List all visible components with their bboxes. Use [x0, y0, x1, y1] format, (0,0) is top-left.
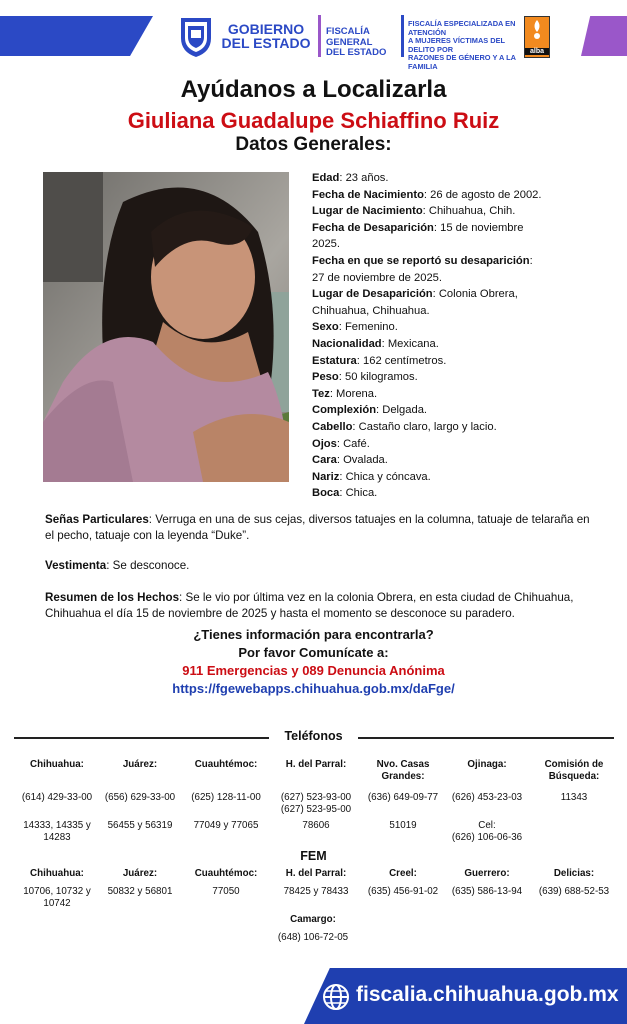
camargo-phone: (648) 106-72-05: [277, 932, 349, 943]
phone-number: (636) 649-09-77: [367, 792, 439, 803]
general-data-label: Lugar de Desaparición: [312, 288, 433, 301]
general-data-value: 50 kilogramos.: [341, 371, 418, 384]
fem-column-header: Guerrero:: [464, 868, 510, 879]
general-data-separator: :: [376, 404, 380, 417]
general-data-label: Fecha de Desaparición: [312, 221, 434, 234]
general-data-separator: :: [339, 487, 343, 500]
person-photo: [43, 172, 289, 482]
vestimenta-value: : Se desconoce.: [106, 559, 190, 572]
phone-number: (625) 128-11-00: [191, 792, 261, 803]
fem-column-header: Juárez:: [122, 868, 158, 879]
general-data-row: [312, 253, 542, 286]
phone-column-header: Comisión de Búsqueda:: [544, 759, 604, 782]
general-data-value: Chihuahua, Chih.: [425, 205, 516, 218]
general-data-separator: :: [529, 254, 533, 267]
general-data-value: Ovalada.: [340, 454, 388, 467]
phone-column-header: Juárez:: [122, 759, 158, 770]
fem-phone-number: 77050: [212, 886, 240, 897]
general-data-list: [312, 170, 542, 502]
logo-line: RAZONES DE GÉNERO Y A LA FAMILIA: [408, 53, 516, 71]
fem-column-header: Chihuahua:: [30, 868, 84, 879]
senas-particulares: [45, 512, 590, 544]
phone-number: 11343: [560, 792, 588, 803]
general-data-row: [312, 419, 542, 436]
general-data-row: [312, 386, 542, 403]
phone-number: (627) 523-93-00 (627) 523-95-00: [280, 792, 352, 815]
logo-line: FISCALÍA ESPECIALIZADA EN ATENCIÓN: [408, 19, 516, 37]
general-data-row: [312, 469, 542, 486]
fem-phone-number: (635) 456-91-02: [367, 886, 439, 897]
telefonos-title: Teléfonos: [284, 729, 343, 743]
phone-extension: 51019: [389, 820, 417, 831]
alba-emblem-icon: [525, 17, 549, 43]
phone-extension: 14333, 14335 y 14283: [23, 820, 91, 843]
general-data-separator: :: [422, 205, 426, 218]
general-data-row: [312, 319, 542, 336]
general-data-row: [312, 402, 542, 419]
resumen-hechos: [45, 590, 590, 622]
header-accent-left: [0, 16, 153, 56]
phone-number: (626) 453-23-03: [451, 792, 523, 803]
logo-line: FISCALÍA GENERAL: [326, 26, 373, 48]
general-data-row: [312, 485, 542, 502]
phone-column-header: Cuauhtémoc:: [194, 759, 258, 770]
general-data-row: [312, 286, 542, 319]
footer-url-link[interactable]: fiscalia.chihuahua.gob.mx: [356, 983, 619, 1006]
general-data-value: Mexicana.: [384, 337, 439, 350]
camargo-header: Camargo:: [290, 914, 336, 925]
general-data-label: Nacionalidad: [312, 337, 382, 350]
general-data-separator: :: [339, 470, 343, 483]
general-data-label: Nariz: [312, 470, 340, 483]
header-accent-right: [581, 16, 627, 56]
general-data-value: Castaño claro, largo y lacio.: [355, 420, 497, 433]
general-data-separator: :: [423, 188, 428, 201]
phone-extension: 56455 y 56319: [107, 820, 173, 831]
general-data-label: Fecha en que se reportó su desaparición: [312, 254, 530, 267]
phone-column-header: Nvo. Casas Grandes:: [376, 759, 430, 782]
general-data-separator: :: [356, 354, 360, 367]
fem-column-header: Creel:: [389, 868, 417, 879]
general-data-row: [312, 353, 542, 370]
general-data-separator: :: [338, 321, 342, 334]
general-data-row: [312, 452, 542, 469]
general-data-row: [312, 170, 542, 187]
gobierno-del-estado-logo: [220, 22, 312, 50]
logo-line: A MUJERES VÍCTIMAS DEL DELITO POR: [408, 36, 505, 54]
general-data-separator: :: [432, 288, 436, 301]
fiscalia-general-logo: [326, 27, 396, 59]
general-data-label: Estatura: [312, 354, 357, 367]
phone-extension: 77049 y 77065: [193, 820, 259, 831]
phone-column-header: Ojinaga:: [467, 759, 507, 770]
general-data-value: 23 años.: [342, 172, 389, 184]
general-data-separator: :: [338, 371, 342, 384]
divider-right: [358, 737, 614, 739]
fem-phone-number: 50832 y 56801: [107, 886, 173, 897]
general-data-value: 27 de noviembre de 2025.: [312, 271, 442, 284]
general-data-label: Lugar de Nacimiento: [312, 205, 423, 218]
general-data-separator: :: [329, 387, 333, 400]
general-data-label: Tez: [312, 387, 330, 400]
general-data-label: Cabello: [312, 420, 353, 433]
resumen-value: : Se le vio por última vez en la colonia Obrera, en esta ciudad de Chihuahua, Chihuahua el día 15 de noviembre de 2025 y hasta el momento se desconoce su paradero.: [45, 591, 574, 620]
phone-column-header: H. del Parral:: [285, 759, 347, 770]
general-data-separator: :: [336, 437, 340, 450]
phone-number: (656) 629-33-00: [104, 792, 176, 803]
general-data-label: Peso: [312, 371, 339, 384]
fem-phone-number: 10706, 10732 y 10742: [23, 886, 91, 909]
emergency-numbers: 911 Emergencias y 089 Denuncia Anónima: [182, 663, 445, 678]
section-title: Datos Generales:: [235, 134, 392, 155]
general-data-row: [312, 336, 542, 353]
general-data-separator: :: [352, 420, 356, 433]
fem-phone-number: 78425 y 78433: [283, 886, 349, 897]
general-data-value: Chica y cóncava.: [342, 470, 431, 483]
vestimenta: [45, 558, 590, 574]
fem-logo: [408, 20, 518, 71]
general-data-row: [312, 220, 542, 253]
phone-extension: Cel: (626) 106-06-36: [451, 820, 523, 843]
general-data-label: Boca: [312, 487, 340, 500]
fem-column-header: H. del Parral:: [285, 868, 347, 879]
person-photo-illustration: [43, 172, 289, 482]
state-shield-icon: [178, 14, 214, 58]
general-data-separator: :: [381, 337, 385, 350]
general-data-value: Colonia Obrera, Chihuahua, Chihuahua.: [312, 288, 518, 317]
globe-icon: [322, 983, 350, 1011]
phone-extension: 78606: [302, 820, 330, 831]
general-data-label: Complexión: [312, 404, 377, 417]
logo-line: DEL ESTADO: [221, 35, 311, 51]
logo-line: GOBIERNO: [227, 21, 305, 37]
general-data-value: 26 de agosto de 2002.: [427, 188, 542, 201]
fem-title: FEM: [300, 849, 327, 863]
header-separator: [318, 15, 321, 57]
header-separator: [401, 15, 404, 57]
general-data-value: 15 de noviembre 2025.: [312, 221, 524, 251]
general-data-value: Delgada.: [379, 404, 428, 417]
general-data-separator: :: [433, 221, 437, 234]
senas-value: : Verruga en una de sus cejas, diversos tatuajes en la columna, tatuaje de telaraña en el pecho, tatuaje con la leyenda “Duke”.: [45, 513, 590, 542]
phone-number: (614) 429-33-00: [21, 792, 93, 803]
general-data-row: [312, 203, 542, 220]
general-data-label: Fecha de Nacimiento: [312, 188, 424, 201]
general-data-value: Café.: [339, 437, 370, 450]
report-url-link[interactable]: https://fgewebapps.chihuahua.gob.mx/daFge/: [172, 681, 455, 696]
person-name: Giuliana Guadalupe Schiaffino Ruiz: [127, 108, 500, 133]
general-data-label: Cara: [312, 454, 337, 467]
general-data-value: Chica.: [342, 487, 378, 500]
page-title: Ayúdanos a Localizarla: [180, 76, 447, 103]
general-data-separator: :: [339, 172, 343, 184]
cta-please: Por favor Comunícate a:: [238, 645, 389, 660]
general-data-value: Morena.: [332, 387, 378, 400]
general-data-row: [312, 187, 542, 204]
phone-column-header: Chihuahua:: [30, 759, 84, 770]
general-data-value: 162 centímetros.: [359, 354, 447, 367]
fem-column-header: Delicias:: [553, 868, 595, 879]
fem-phone-number: (639) 688-52-53: [538, 886, 610, 897]
general-data-label: Ojos: [312, 437, 337, 450]
alba-logo: [524, 16, 550, 58]
fem-column-header: Cuauhtémoc:: [194, 868, 258, 879]
resumen-label: Resumen de los Hechos: [45, 591, 180, 604]
fem-phone-number: (635) 586-13-94: [451, 886, 523, 897]
general-data-label: Edad: [312, 172, 340, 184]
cta-question: ¿Tienes información para encontrarla?: [193, 627, 434, 642]
general-data-row: [312, 436, 542, 453]
vestimenta-label: Vestimenta: [45, 559, 107, 572]
general-data-row: [312, 369, 542, 386]
general-data-label: Sexo: [312, 321, 339, 334]
logo-line: DEL ESTADO: [326, 47, 387, 58]
general-data-separator: :: [336, 454, 340, 467]
alba-label: alba: [525, 48, 549, 55]
general-data-value: Femenino.: [341, 321, 398, 334]
senas-label: Señas Particulares: [45, 513, 149, 526]
